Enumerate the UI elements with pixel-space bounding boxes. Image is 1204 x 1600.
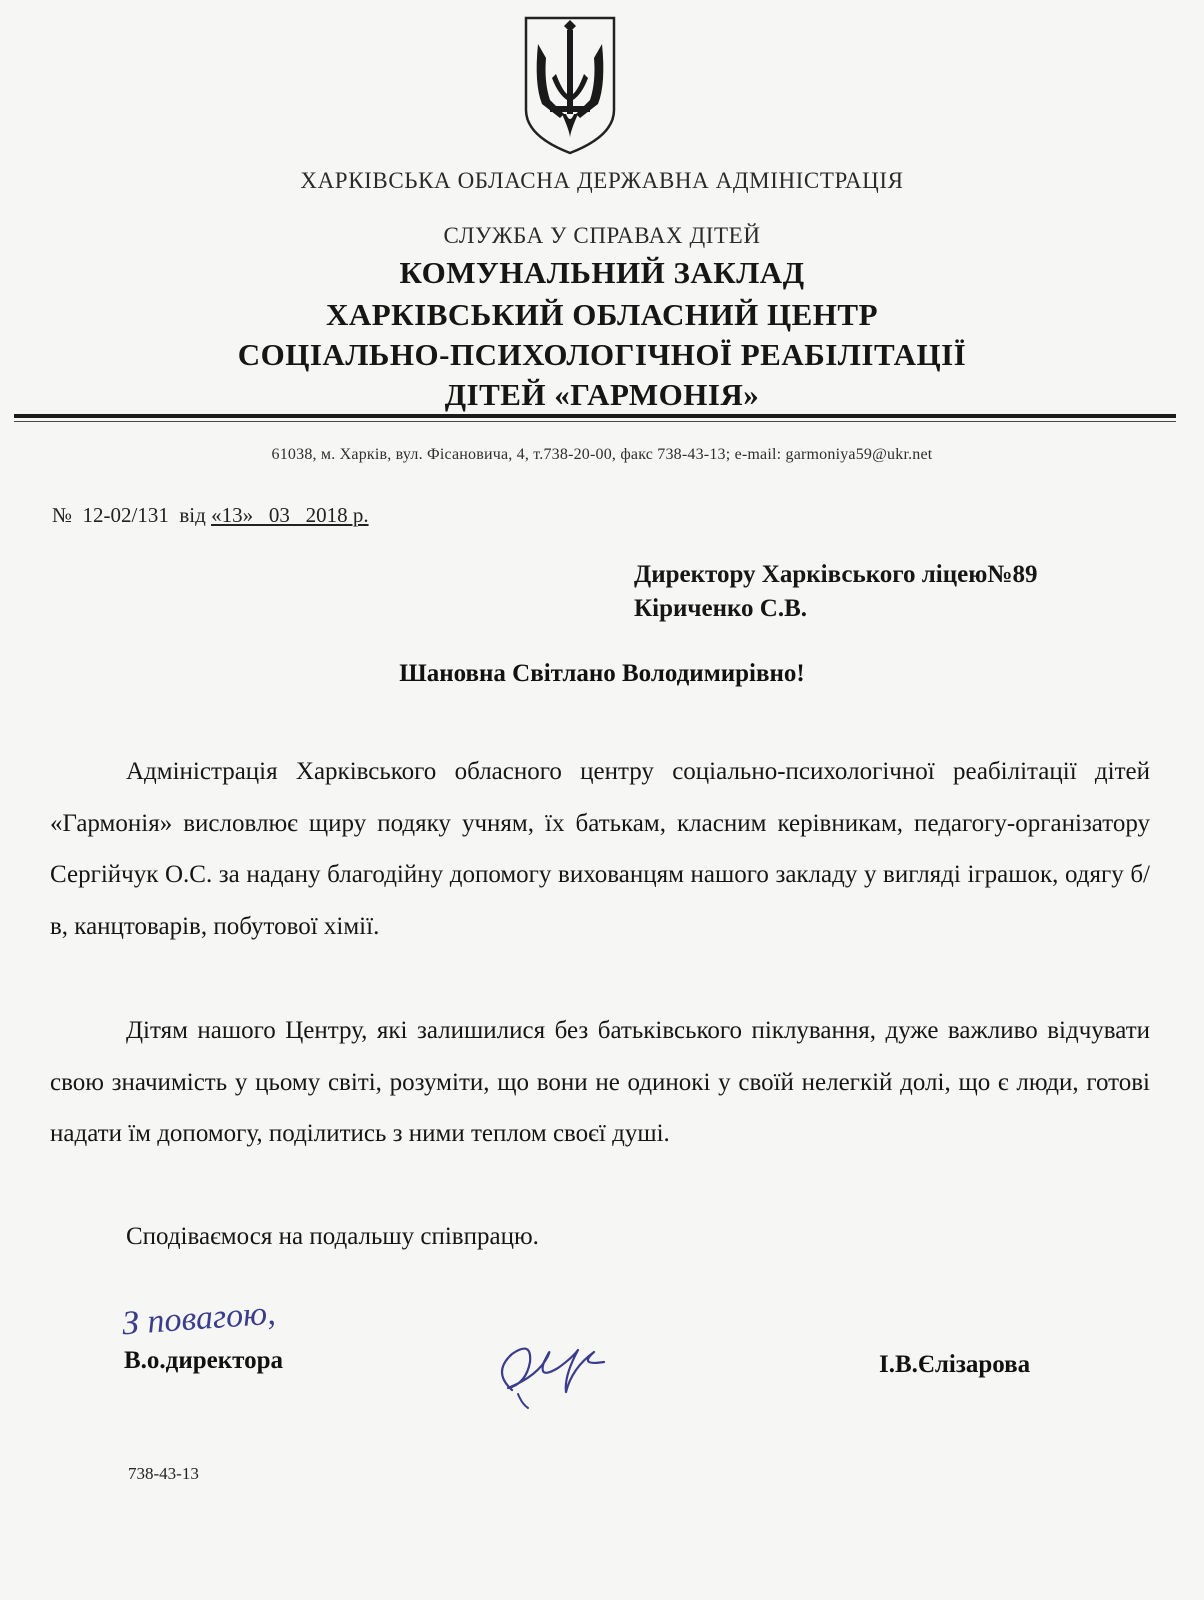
registration-line xyxy=(52,503,369,528)
header-service: СЛУЖБА У СПРАВАХ ДІТЕЙ xyxy=(443,223,761,248)
body-paragraph: Дітям нашого Центру, які залишилися без батьківського піклування, дуже важливо відчувати свою значимість у цьому світі, розуміти, що вони не одинокі у своїй нелегкій долі, що є люди, готові надати їм допомогу, поділитись з ними теплом своєї душі. xyxy=(50,1017,1150,1147)
registration-date-label: від xyxy=(179,503,206,527)
registration-number-label: № xyxy=(52,503,73,527)
addressee-position: Директору Харківського ліцею№89 xyxy=(634,561,1038,588)
header-administration: ХАРКІВСЬКА ОБЛАСНА ДЕРЖАВНА АДМІНІСТРАЦІЯ xyxy=(300,168,904,193)
header-divider-thin xyxy=(14,421,1176,422)
footer-phone: 738-43-13 xyxy=(128,1464,199,1483)
greeting: Шановна Світлано Володимирівно! xyxy=(399,660,805,687)
header-org-line: СОЦІАЛЬНО-ПСИХОЛОГІЧНОЇ РЕАБІЛІТАЦІЇ xyxy=(237,337,967,372)
signer-position: В.о.директора xyxy=(124,1347,283,1374)
signer-name: І.В.Єлізарова xyxy=(879,1351,1031,1378)
header-org-line: КОМУНАЛЬНИЙ ЗАКЛАД xyxy=(399,255,805,290)
header-address: 61038, м. Харків, вул. Фісановича, 4, т.738-20-00, факс 738-43-13; e-mail: garmoniya59@ukr.net xyxy=(271,446,933,463)
header-divider-thick xyxy=(14,414,1176,418)
body-paragraph: Сподіваємося на подальшу співпрацю. xyxy=(126,1223,539,1250)
addressee-name: Кіриченко С.В. xyxy=(634,595,808,622)
handwritten-closing: З повагою, xyxy=(120,1294,277,1343)
header-org-line: ХАРКІВСЬКИЙ ОБЛАСНИЙ ЦЕНТР xyxy=(325,297,879,332)
header-org-line: ДІТЕЙ «ГАРМОНІЯ» xyxy=(444,377,760,412)
registration-date: «13» 03 2018 р. xyxy=(211,503,369,527)
signature-icon xyxy=(482,1332,612,1412)
coat-of-arms-icon xyxy=(520,14,620,156)
body-paragraph: Адміністрація Харківського обласного центру соціально-психологічної реабілітації дітей «Гармонія» висловлює щиру подяку учням, їх батькам, класним керівникам, педагогу-організатору Сергійчук О.С. за надану благодійну допомогу вихованцям нашого закладу у вигляді іграшок, одягу б/в, канцтоварів, побутової хімії. xyxy=(50,758,1150,940)
registration-number: 12-02/131 xyxy=(82,503,169,527)
